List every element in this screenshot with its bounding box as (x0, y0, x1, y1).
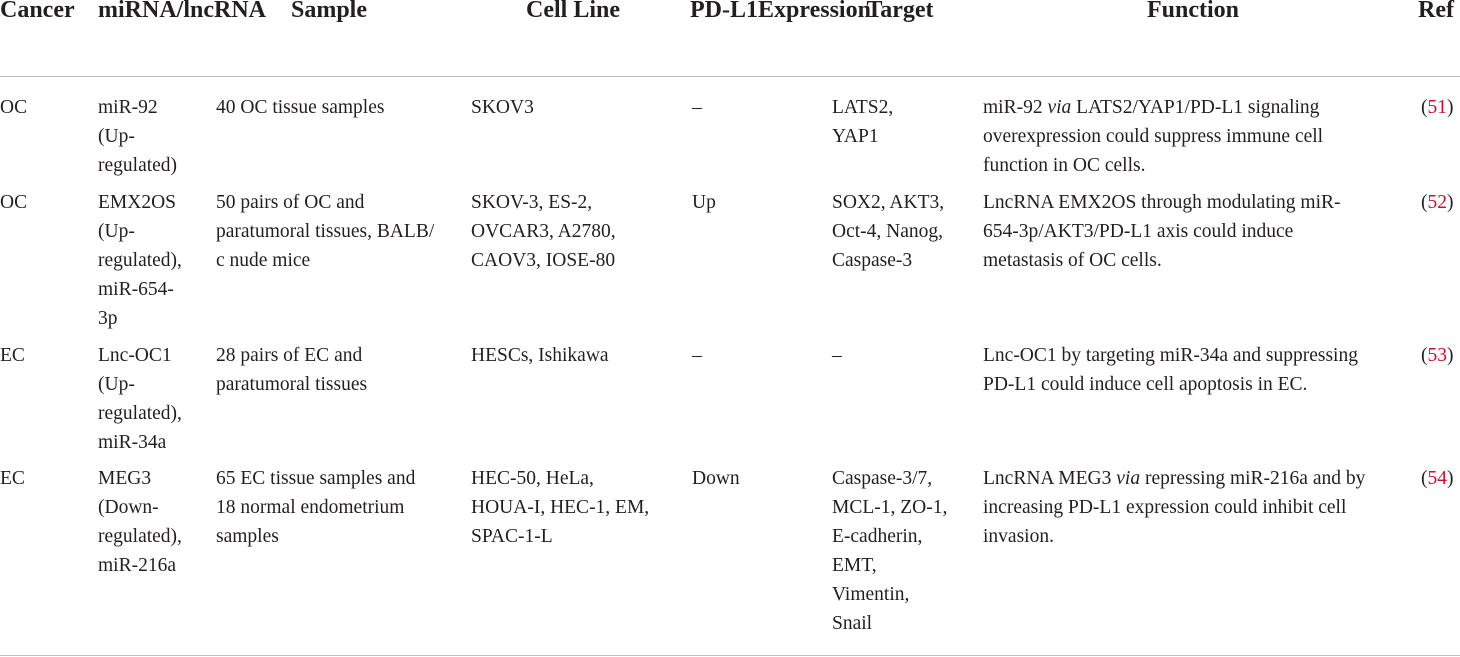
cell-ref (1421, 188, 1454, 217)
ref-paren-open: ( (1421, 97, 1428, 118)
cell-line-text: SKOV3 (471, 97, 534, 118)
cell-line-text: EC (0, 468, 25, 489)
cell-cell-line (471, 464, 649, 551)
text-run: increasing PD-L1 expression could inhibit cell (983, 497, 1347, 518)
cell-line-text (983, 93, 1323, 122)
ref-paren-close: ) (1447, 97, 1454, 118)
cell-line-text (983, 217, 1341, 246)
cell-line-text: paratumoral tissues (216, 374, 368, 395)
cell-line-text: SPAC-1-L (471, 526, 553, 547)
cell-cell-line (471, 341, 609, 370)
cell-line-text: (Up- (98, 126, 135, 147)
cell-line-text: 50 pairs of OC and (216, 192, 365, 213)
ref-link[interactable]: 53 (1427, 345, 1447, 366)
text-run: overexpression could suppress immune cell (983, 126, 1324, 147)
ref-paren-open: ( (1421, 345, 1428, 366)
cell-line-text: – (832, 345, 842, 366)
cell-line-text: MEG3 (98, 468, 152, 489)
cell-target (832, 464, 947, 638)
cell-line-text: Cancer (0, 0, 75, 23)
cell-line-text: Sample (290, 0, 367, 23)
cell-function (983, 188, 1341, 275)
cell-line-text: Vimentin, (832, 584, 910, 605)
cell-line-text: miRNA/ (98, 0, 184, 23)
cell-target (832, 93, 893, 151)
cell-mirna-lncrna (98, 341, 182, 457)
cell-sample (216, 188, 434, 275)
cell-line-text: MCL-1, ZO-1, (832, 497, 948, 518)
cell-line-text (983, 464, 1365, 493)
cell-line-text: (Up- (98, 374, 135, 395)
cell-line-text: HESCs, Ishikawa (471, 345, 609, 366)
header-target (830, 0, 970, 25)
cell-line-text (983, 370, 1358, 399)
cell-line-text: Ref (1418, 0, 1454, 23)
text-run: LncRNA EMX2OS through modulating miR- (983, 192, 1341, 213)
cell-mirna-lncrna (98, 93, 177, 180)
header-cancer (0, 0, 75, 25)
cell-line-text: samples (216, 526, 279, 547)
cell-sample (216, 464, 415, 551)
cell-line-text: Caspase-3/7, (832, 468, 933, 489)
cell-function (983, 464, 1365, 551)
ref-link[interactable]: 54 (1427, 468, 1447, 489)
italic-text: via (1116, 468, 1141, 489)
cell-line-text: (Down- (98, 497, 159, 518)
cell-line-text: Lnc-OC1 (98, 345, 172, 366)
cell-line-text: OVCAR3, A2780, (471, 221, 616, 242)
cell-cancer (0, 341, 25, 370)
cell-line-text: Caspase-3 (832, 250, 913, 271)
cell-line-text (983, 151, 1323, 180)
cell-line-text: 18 normal endometrium (216, 497, 405, 518)
cell-line-text: Cell Line (526, 0, 620, 23)
cell-line-text: regulated), (98, 526, 182, 547)
ref-paren-close: ) (1447, 345, 1454, 366)
cell-line-text: Expression (758, 0, 871, 23)
cell-line-text: CAOV3, IOSE-80 (471, 250, 616, 271)
cell-line-text: 3p (98, 308, 118, 329)
cell-mirna-lncrna (98, 188, 182, 333)
ref-paren-close: ) (1447, 192, 1454, 213)
cell-line-text: HEC-50, HeLa, (471, 468, 594, 489)
text-run: LATS2/YAP1/PD-L1 signaling (1071, 97, 1320, 118)
header-sample (216, 0, 442, 25)
header-function (980, 0, 1406, 25)
cell-line-text (983, 188, 1341, 217)
cell-line-text (983, 246, 1341, 275)
text-run: miR-92 (983, 97, 1048, 118)
table-bottom-rule (0, 655, 1460, 656)
cell-line-text: OC (0, 192, 28, 213)
cell-sample (216, 341, 367, 399)
cell-line-text: Snail (832, 613, 873, 634)
text-run: function in OC cells. (983, 155, 1146, 176)
cell-line-text: Function (1146, 0, 1239, 23)
cell-line-text: OC (0, 97, 28, 118)
cell-line-text: (Up- (98, 221, 135, 242)
cell-line-text: Up (692, 192, 716, 213)
cell-ref (1421, 464, 1454, 493)
cell-line-text: SOX2, AKT3, (832, 192, 945, 213)
cell-line-text: miR-654- (98, 279, 174, 300)
header-mirna-lncrna (98, 0, 266, 25)
cell-line-text: EMX2OS (98, 192, 177, 213)
cell-line-text (983, 522, 1365, 551)
cell-line-text: regulated) (98, 155, 178, 176)
ref-link[interactable]: 52 (1427, 192, 1447, 213)
cell-line-text: regulated), (98, 250, 182, 271)
cell-ref (1421, 93, 1454, 122)
header-cell-line (470, 0, 676, 25)
cell-cancer (0, 93, 27, 122)
cell-line-text: LATS2, (832, 97, 894, 118)
cell-mirna-lncrna (98, 464, 182, 580)
cell-target (832, 188, 944, 275)
cell-line-text: PD-L1 (690, 0, 758, 23)
cell-line-text: YAP1 (832, 126, 879, 147)
cell-line-text: 65 EC tissue samples and (216, 468, 416, 489)
cell-line-text: paratumoral tissues, BALB/ (216, 221, 435, 242)
text-run: invasion. (983, 526, 1054, 547)
header-pdl1-expression (690, 0, 871, 25)
text-run: PD-L1 could induce cell apoptosis in EC. (983, 374, 1308, 395)
cell-sample (216, 93, 384, 122)
cell-target (832, 341, 842, 370)
cell-cell-line (471, 93, 534, 122)
ref-paren-open: ( (1421, 468, 1428, 489)
header-ref (1418, 0, 1454, 25)
cell-line-text: miR-92 (98, 97, 158, 118)
cell-line-text (983, 122, 1323, 151)
cell-line-text: EMT, (832, 555, 877, 576)
cell-cancer (0, 464, 25, 493)
cell-pdl1-expression (692, 93, 702, 122)
text-run: 654-3p/AKT3/PD-L1 axis could induce (983, 221, 1294, 242)
table-header (0, 0, 1460, 77)
cell-line-text: – (692, 97, 702, 118)
ref-paren-open: ( (1421, 192, 1428, 213)
cell-cancer (0, 188, 27, 217)
cell-line-text: HOUA-I, HEC-1, EM, (471, 497, 650, 518)
cell-line-text: Down (692, 468, 740, 489)
text-run: LncRNA MEG3 (983, 468, 1117, 489)
cell-function (983, 93, 1323, 180)
text-run: Lnc-OC1 by targeting miR-34a and suppressing (983, 345, 1358, 366)
text-run: metastasis of OC cells. (983, 250, 1162, 271)
cell-line-text: 28 pairs of EC and (216, 345, 363, 366)
cell-line-text: – (692, 345, 702, 366)
italic-text: via (1047, 97, 1072, 118)
text-run: repressing miR-216a and by (1140, 468, 1366, 489)
cell-line-text: regulated), (98, 403, 182, 424)
cell-pdl1-expression (692, 188, 716, 217)
cell-line-text: SKOV-3, ES-2, (471, 192, 593, 213)
cell-cell-line (471, 188, 616, 275)
cell-line-text (983, 341, 1358, 370)
cell-line-text: miR-34a (98, 432, 167, 453)
ref-paren-close: ) (1447, 468, 1454, 489)
cell-line-text: c nude mice (216, 250, 311, 271)
cell-line-text: E-cadherin, (832, 526, 923, 547)
ref-link[interactable]: 51 (1427, 97, 1447, 118)
cell-pdl1-expression (692, 341, 702, 370)
cell-line-text: Target (866, 0, 934, 23)
cell-line-text: Oct-4, Nanog, (832, 221, 944, 242)
cell-function (983, 341, 1358, 399)
cell-line-text (983, 493, 1365, 522)
cell-line-text: 40 OC tissue samples (216, 97, 385, 118)
cell-line-text: EC (0, 345, 25, 366)
cell-pdl1-expression (692, 464, 740, 493)
cell-ref (1421, 341, 1454, 370)
cell-line-text: miR-216a (98, 555, 176, 576)
cell-line-text: lncRNA (183, 0, 266, 23)
